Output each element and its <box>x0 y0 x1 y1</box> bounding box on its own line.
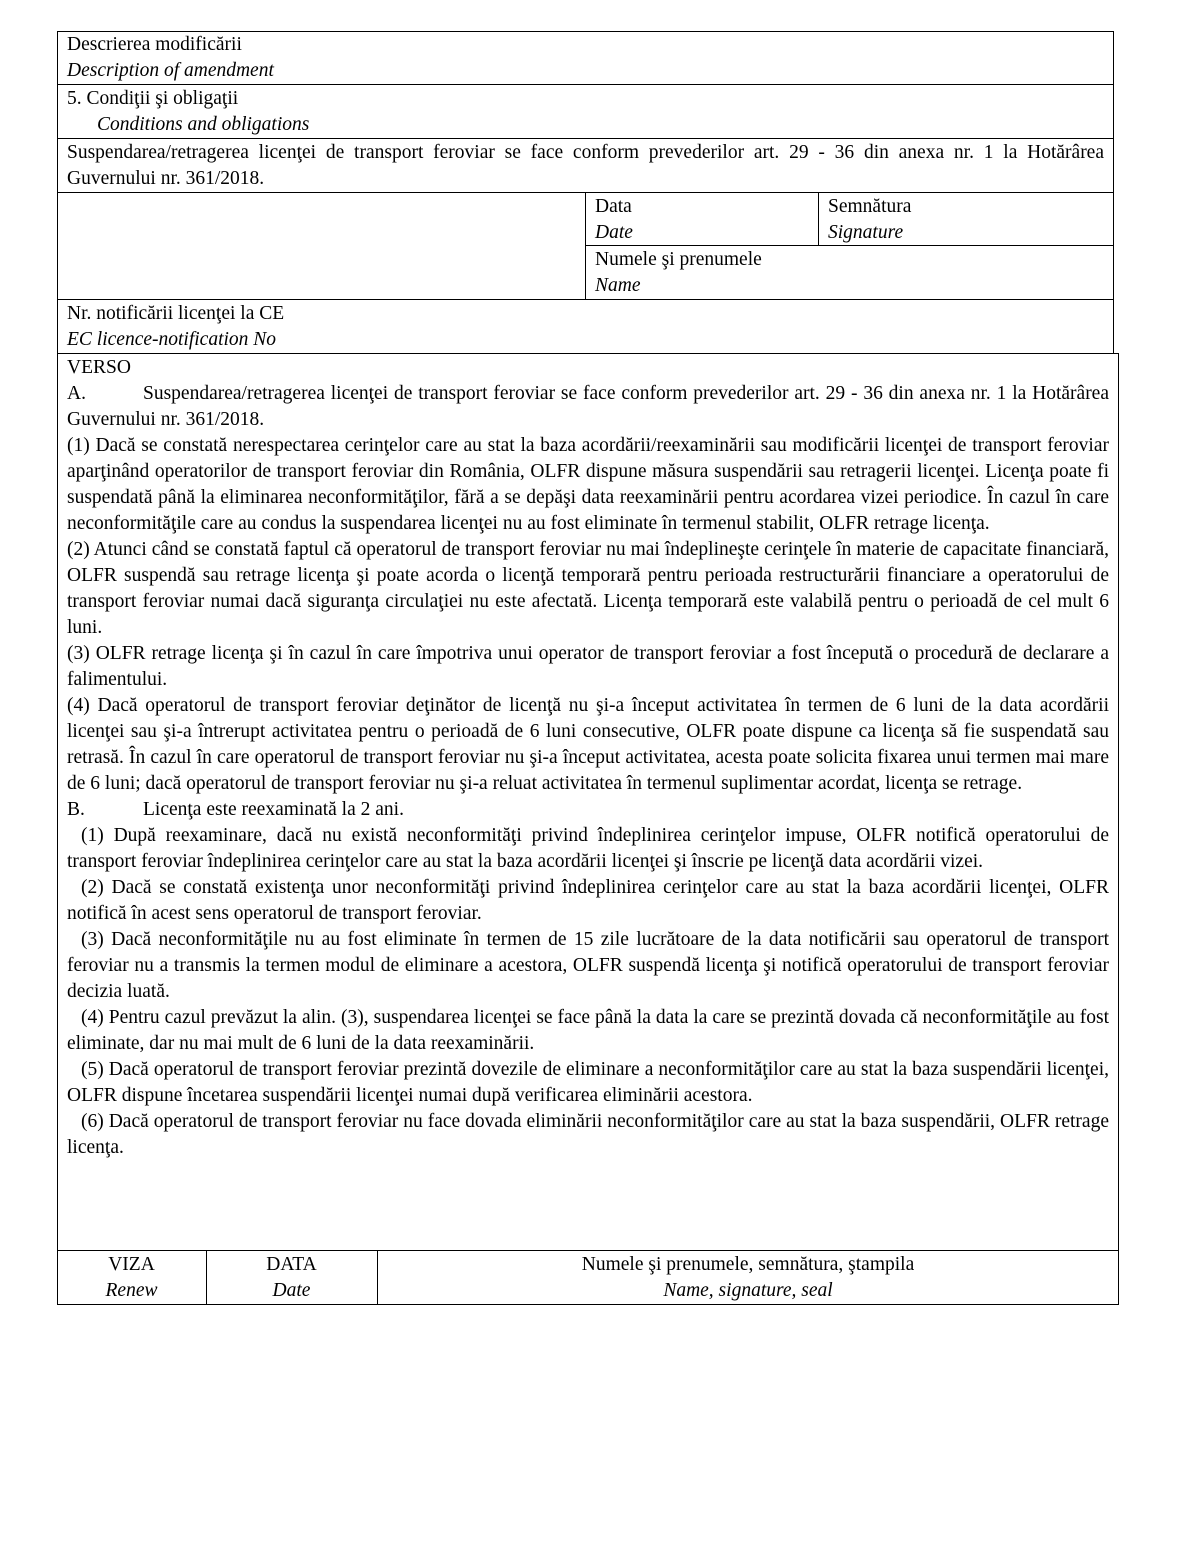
data-label-ro: DATA <box>266 1254 317 1275</box>
ec-notification-cell <box>57 301 1114 353</box>
a-paragraph-1: (1) Dacă se constată nerespectarea cerinţelor care au stat la baza acordării/reexaminării sau modificării licenţei de transport feroviar aparţinând operatorilor de transport feroviar din România, OLFR dispune măsura suspendării sau retragerii licenţei. Licenţa poate fi suspendată până la eliminarea neconformităţilor, fără a se depăşi data reexaminării pentru acordarea vizei periodice. În cazul în care neconformităţile care au condus la suspendarea licenţei nu au fost eliminate în termenul stabilit, OLFR retrage licenţa. <box>67 435 1109 534</box>
data-label-en: Date <box>272 1280 311 1301</box>
b-paragraph-3: (3) Dacă neconformităţile nu au fost eliminate în termen de 15 zile lucrătoare de la data notificării sau operatorul de transport feroviar nu a transmis la termen modul de eliminare a acestora, OLFR suspendă licenţa şi notifică operatorului de transport feroviar decizia luată. <box>67 929 1109 1002</box>
section-a-letter: A. <box>67 383 86 404</box>
signature-label-en: Signature <box>828 222 904 243</box>
suspension-text: Suspendarea/retragerea licenţei de transport feroviar se face conform prevederilor art. 29 - 36 din anexa nr. 1 la Hotărârea Guvernului nr. 361/2018. <box>67 142 1104 189</box>
date-label-en: Date <box>595 222 633 243</box>
name-signature-column-header <box>377 1252 1119 1304</box>
conditions-label-ro: 5. Condiţii şi obligaţii <box>67 88 239 109</box>
amendment-label-ro: Descrierea modificării <box>67 34 242 55</box>
conditions-label-en: Conditions and obligations <box>97 114 310 135</box>
name-label-en: Name <box>595 275 641 296</box>
viza-label-en: Renew <box>105 1280 158 1301</box>
section-b-text: Licenţa este reexaminată la 2 ani. <box>143 799 404 820</box>
section-a-text: Suspendarea/retragerea licenţei de transport feroviar se face conform prevederilor art. 29 - 36 din anexa nr. 1 la Hotărârea Guvernului nr. 361/2018. <box>67 383 1109 430</box>
viza-column-header <box>57 1252 206 1304</box>
signature-label-ro: Semnătura <box>828 196 912 217</box>
name-label-ro: Numele şi prenumele <box>595 249 762 270</box>
signature-cell <box>818 194 1114 246</box>
conditions-cell <box>57 86 1114 138</box>
b-paragraph-2: (2) Dacă se constată existenţa unor neconformităţi privind îndeplinirea cerinţelor care au stat la baza acordării licenţei, OLFR notifică în acest sens operatorul de transport feroviar. <box>67 877 1109 924</box>
name-signature-label-en: Name, signature, seal <box>663 1280 833 1301</box>
amendment-label-en: Description of amendment <box>67 60 274 81</box>
section-b-intro <box>67 797 1109 823</box>
b-paragraph-4: (4) Pentru cazul prevăzut la alin. (3), suspendarea licenţei se face până la data la care se prezintă dovada că neconformităţile au fost eliminate, dar nu mai mult de 6 luni de la data reexaminării. <box>67 1007 1109 1054</box>
verso-title: VERSO <box>67 357 131 378</box>
a-paragraph-4: (4) Dacă operatorul de transport feroviar deţinător de licenţă nu şi-a început activitatea în termen de 6 luni de la data acordării licenţei sau şi-a întrerupt activitatea pentru o perioadă de 6 luni consecutive, OLFR poate dispune ca licenţa să fie suspendată sau retrasă. În cazul în care operatorul de transport feroviar nu şi-a început activitatea, acesta poate solicita fixarea unui termen mai mare de 6 luni; dacă operatorul de transport feroviar nu şi-a reluat activitatea în termenul suplimentar acordat, licenţa se retrage. <box>67 695 1109 794</box>
section-b-letter: B. <box>67 799 85 820</box>
a-paragraph-2: (2) Atunci când se constată faptul că operatorul de transport feroviar nu mai îndeplineşte cerinţele în materie de capacitate financiară, OLFR suspendă sau retrage licenţa şi poate acorda o licenţă temporară pentru perioada restructurării financiare a operatorului de transport feroviar numai dacă siguranţa circulaţiei nu este afectată. Licenţa temporară este valabilă pentru o perioadă de cel mult 6 luni. <box>67 539 1109 638</box>
viza-label-ro: VIZA <box>108 1254 155 1275</box>
b-paragraph-1: (1) După reexaminare, dacă nu există neconformităţi privind îndeplinirea cerinţelor impuse, OLFR notifică operatorului de transport feroviar îndeplinirea cerinţelor care au stat la baza acordării licenţei şi înscrie pe licenţă data acordării vizei. <box>67 825 1109 872</box>
verso-content <box>57 355 1119 1161</box>
name-cell <box>585 247 1114 299</box>
ec-notification-label-en: EC licence-notification No <box>67 329 277 350</box>
data-column-header <box>206 1252 377 1304</box>
b-paragraph-5: (5) Dacă operatorul de transport feroviar prezintă dovezile de eliminare a neconformităţilor care au stat la baza suspendării licenţei, OLFR dispune încetarea suspendării licenţei numai după verificarea eliminării acestora. <box>67 1059 1109 1106</box>
date-label-ro: Data <box>595 196 632 217</box>
date-cell <box>585 194 818 246</box>
ec-notification-label-ro: Nr. notificării licenţei la CE <box>67 303 285 324</box>
name-signature-label-ro: Numele şi prenumele, semnătura, ştampila <box>581 1254 915 1275</box>
a-paragraph-3: (3) OLFR retrage licenţa şi în cazul în care împotriva unui operator de transport feroviar a fost începută o procedură de declarare a falimentului. <box>67 643 1109 690</box>
amendment-cell <box>57 32 1114 84</box>
b-paragraph-6: (6) Dacă operatorul de transport feroviar nu face dovada eliminării neconformităţilor care au stat la baza suspendării, OLFR retrage licenţa. <box>67 1111 1109 1158</box>
section-a-intro <box>67 381 1109 433</box>
